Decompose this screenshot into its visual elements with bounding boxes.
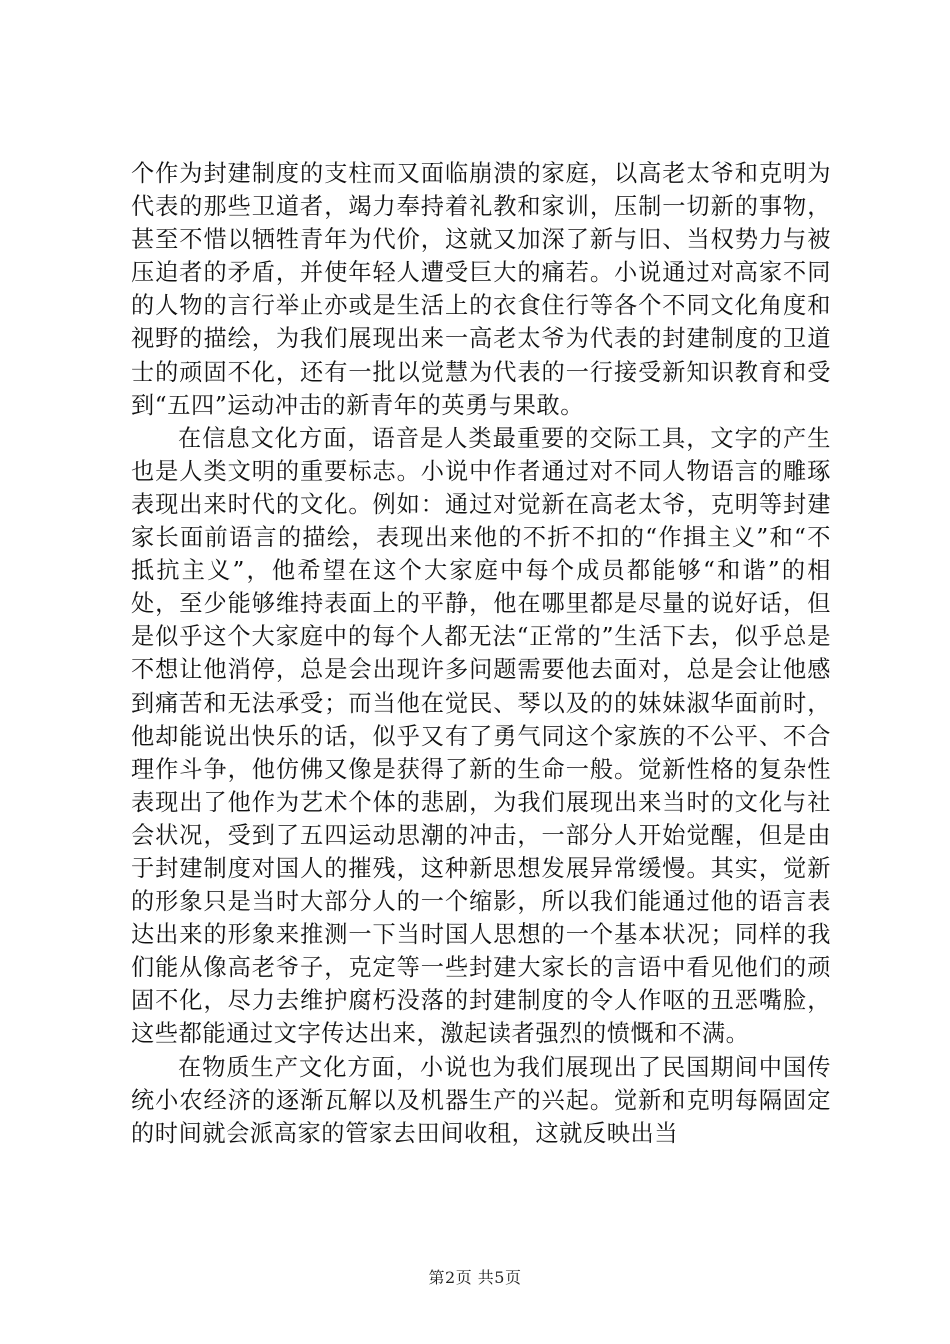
page-number-footer: 第2页 共5页	[428, 1268, 522, 1287]
document-body	[131, 157, 831, 1150]
paragraph-1: 个作为封建制度的支柱而又面临崩溃的家庭，以高老太爷和克明为代表的那些卫道者，竭力奉持着礼教和家训，压制一切新的事物，甚至不惜以牺牲青年为代价，这就又加深了新与旧、当权势力与被压迫者的矛盾，并使年轻人遭受巨大的痛若。小说通过对高家不同的人物的言行举止亦或是生活上的衣食住行等各个不同文化角度和视野的描绘，为我们展现出来一高老太爷为代表的封建制度的卫道士的顽固不化，还有一批以觉慧为代表的一行接受新知识教育和受到“五四”运动冲击的新青年的英勇与果敢。	[131, 160, 831, 419]
paragraph-2: 在信息文化方面，语音是人类最重要的交际工具，文字的产生也是人类文明的重要标志。小说中作者通过对不同人物语言的雕琢表现出来时代的文化。例如：通过对觉新在高老太爷，克明等封建家长面前语言的描绘，表现出来他的不折不扣的“作揖主义”和“不抵抗主义”，他希望在这个大家庭中每个成员都能够“和谐”的相处，至少能够维持表面上的平静，他在哪里都是尽量的说好话，但是似乎这个大家庭中的每个人都无法“正常的”生活下去，似乎总是不想让他消停，总是会出现许多问题需要他去面对，总是会让他感到痛苦和无法承受；而当他在觉民、琴以及的的妹妹淑华面前时，他却能说出快乐的话，似乎又有了勇气同这个家族的不公平、不合理作斗争，他仿佛又像是获得了新的生命一般。觉新性格的复杂性表现出了他作为艺术个体的悲剧，为我们展现出来当时的文化与社会状况，受到了五四运动思潮的冲击，一部分人开始觉醒，但是由于封建制度对国人的摧残，这种新思想发展异常缓慢。其实，觉新的形象只是当时大部分人的一个缩影，所以我们能通过他的语言表达出来的形象来推测一下当时国人思想的一个基本状况；同样的我们能从像高老爷子，克定等一些封建大家长的言语中看见他们的顽固不化，尽力去维护腐朽没落的封建制度的令人作呕的丑恶嘴脸，这些都能通过文字传达出来，激起读者强烈的愤慨和不满。	[131, 424, 831, 1048]
paragraph-3: 在物质生产文化方面，小说也为我们展现出了民国期间中国传统小农经济的逐渐瓦解以及机器生产的兴起。觉新和克明每隔固定的时间就会派高家的管家去田间收租，这就反映出当	[131, 1053, 831, 1147]
